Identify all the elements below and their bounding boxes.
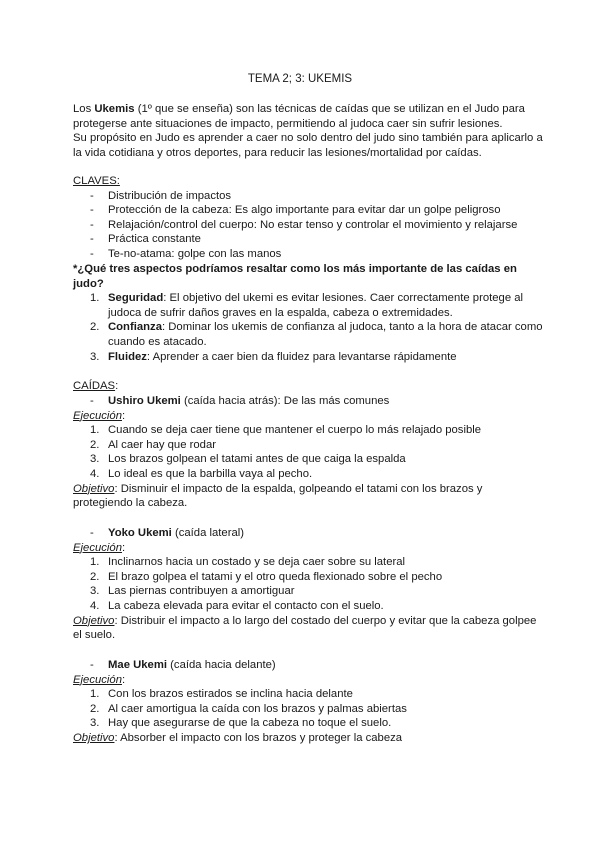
- question-section: [73, 262, 543, 364]
- list-item: 1. Cuando se deja caer tiene que mantener el cuerpo lo más relajado posible: [90, 424, 482, 437]
- list-item: 1. Inclinarnos hacia un costado y se deja caer sobre su lateral: [90, 556, 406, 569]
- list-item: 3. Hay que asegurarse de que la cabeza no toque el suelo.: [90, 717, 392, 730]
- list-item: - Relajación/control del cuerpo: No estar tenso y controlar el movimiento y relajarse: [73, 218, 543, 233]
- question-answers: [73, 291, 543, 364]
- list-item: - Protección de la cabeza: Es algo importante para evitar dar un golpe peligroso: [73, 203, 543, 218]
- document-title: TEMA 2; 3: UKEMIS: [247, 73, 353, 85]
- list-item: 3. Fluidez: Aprender a caer bien da fluidez para levantarse rápidamente: [90, 350, 457, 363]
- list-item: 1. Seguridad: El objetivo del ukemi es evitar lesiones. Caer correctamente protege al judoca de sufrir daños graves en la espalda, cabeza o extremidades.: [90, 292, 524, 319]
- claves-section: [73, 174, 543, 262]
- list-item: 3. Las piernas contribuyen a amortiguar: [90, 585, 295, 598]
- list-item: 4. La cabeza elevada para evitar el contacto con el suelo.: [90, 599, 384, 612]
- list-item: 1. Con los brazos estirados se inclina hacia delante: [90, 688, 353, 701]
- question-text: *¿Qué tres aspectos podríamos resaltar como los más importante de las caídas en judo?: [73, 263, 517, 290]
- section-title: - Yoko Ukemi (caída lateral): [73, 526, 543, 541]
- list-item: - Distribución de impactos: [73, 189, 543, 204]
- claves-heading: CLAVES:: [73, 175, 120, 187]
- steps-list: [73, 687, 543, 731]
- objetivo-note: Objetivo: Absorber el impacto con los brazos y proteger la cabeza: [73, 731, 403, 744]
- intro-section: [73, 102, 543, 160]
- section-title: - Ushiro Ukemi (caída hacia atrás): De las más comunes: [73, 394, 543, 409]
- list-item: - Práctica constante: [73, 232, 543, 247]
- list-item: 2. Confianza: Dominar los ukemis de confianza al judoca, tanto a la hora de atacar como cuando es atacado.: [90, 321, 543, 348]
- list-item: 2. El brazo golpea el tatami y el otro queda flexionado sobre el pecho: [90, 570, 443, 583]
- objetivo-note: Objetivo: Disminuir el impacto de la espalda, golpeando el tatami con los brazos y protegiendo la cabeza.: [73, 482, 483, 510]
- claves-list: [73, 189, 543, 262]
- intro-paragraph-1: Los Ukemis (1º que se enseña) son las técnicas de caídas que se utilizan en el Judo para protegerse ante situaciones de impacto, permitiendo al judoca caer sin sufrir lesiones.: [73, 103, 525, 130]
- list-item: 4. Lo ideal es que la barbilla vaya al pecho.: [90, 467, 313, 480]
- yoko-ukemi-section: [73, 526, 543, 643]
- caidas-heading: CAÍDAS:: [73, 380, 119, 392]
- ukemis-term: Ukemis: [94, 103, 135, 115]
- intro-paragraph-2: Su propósito en Judo es aprender a caer no solo dentro del judo sino también para aplicarlo a la vida cotidiana y otros deportes, para reducir las lesiones/mortalidad por caídas.: [73, 132, 543, 159]
- steps-list: [73, 555, 543, 613]
- list-item: 2. Al caer hay que rodar: [90, 438, 217, 451]
- list-item: 3. Los brazos golpean el tatami antes de que caiga la espalda: [90, 453, 406, 466]
- ejecucion-label: Ejecución:: [73, 673, 126, 686]
- section-title: - Mae Ukemi (caída hacia delante): [73, 658, 543, 673]
- ejecucion-label: Ejecución:: [73, 409, 126, 422]
- steps-list: [73, 423, 543, 481]
- list-item: 2. Al caer amortigua la caída con los brazos y palmas abiertas: [90, 702, 407, 715]
- ushiro-ukemi-section: [73, 394, 543, 511]
- ejecucion-label: Ejecución:: [73, 541, 126, 554]
- list-item: - Te-no-atama: golpe con las manos: [73, 247, 543, 262]
- mae-ukemi-section: [73, 658, 543, 746]
- objetivo-note: Objetivo: Distribuir el impacto a lo largo del costado del cuerpo y evitar que la cabeza golpee el suelo.: [73, 614, 537, 642]
